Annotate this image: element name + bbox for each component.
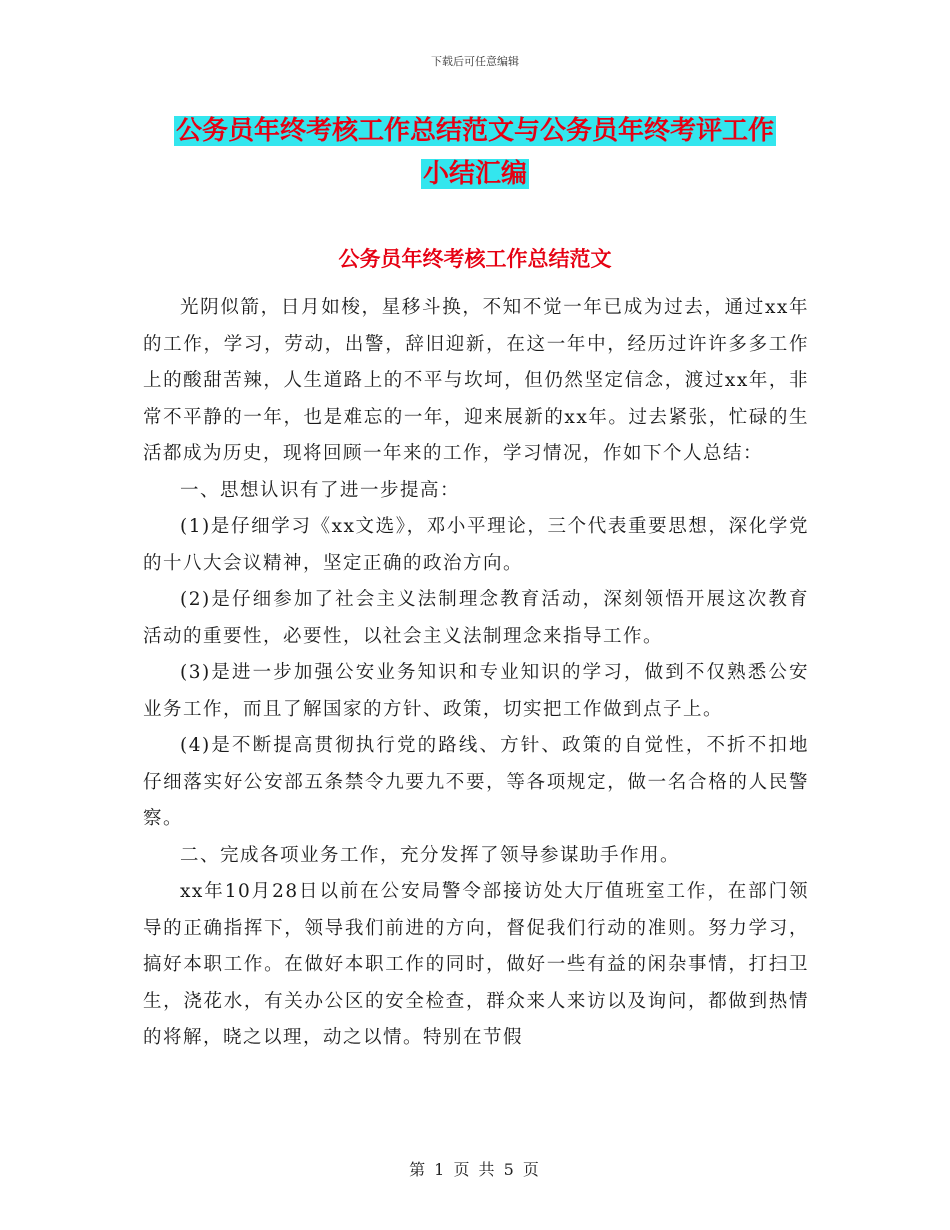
page-number-footer: 第 1 页 共 5 页: [409, 1160, 541, 1179]
body-text: [143, 290, 809, 1057]
document-title: [140, 110, 810, 196]
document-title-line-2: 小结汇编: [422, 159, 527, 189]
paragraph: (4)是不断提高贯彻执行党的路线、方针、政策的自觉性，不折不扣地仔细落实好公安部五条禁令九要九不要，等各项规定，做一名合格的人民警察。: [143, 735, 809, 829]
header-note: 下载后可任意编辑: [431, 55, 519, 68]
section-title: 公务员年终考核工作总结范文: [338, 247, 612, 271]
paragraph: xx年10月28日以前在公安局警令部接访处大厅值班室工作，在部门领导的正确指挥下，领导我们前进的方向，督促我们行动的准则。努力学习，搞好本职工作。在做好本职工作的同时，做好一些有益的闲杂事情，打扫卫生，浇花水，有关办公区的安全检查，群众来人来访以及询问，都做到热情的将解，晓之以理，动之以情。特别在节假: [143, 881, 809, 1048]
paragraph: (3)是进一步加强公安业务知识和专业知识的学习，做到不仅熟悉公安业务工作，而且了解国家的方针、政策，切实把工作做到点子上。: [143, 662, 809, 720]
paragraph: 二、完成各项业务工作，充分发挥了领导参谋助手作用。: [180, 844, 681, 866]
paragraph: (2)是仔细参加了社会主义法制理念教育活动，深刻领悟开展这次教育活动的重要性，必要性，以社会主义法制理念来指导工作。: [143, 589, 809, 647]
document-title-line-1: 公务员年终考核工作总结范文与公务员年终考评工作: [175, 116, 774, 146]
paragraph: 光阴似箭，日月如梭，星移斗换，不知不觉一年已成为过去，通过xx年的工作，学习，劳动，出警，辞旧迎新，在这一年中，经历过许许多多工作上的酸甜苦辣，人生道路上的不平与坎坷，但仍然坚定信念，渡过xx年，非常不平静的一年，也是难忘的一年，迎来展新的xx年。过去紧张，忙碌的生活都成为历史，现将回顾一年来的工作，学习情况，作如下个人总结：: [143, 297, 809, 464]
paragraph: 一、思想认识有了进一步提高：: [180, 479, 461, 501]
paragraph: (1)是仔细学习《xx文选》，邓小平理论，三个代表重要思想，深化学党的十八大会议精神，坚定正确的政治方向。: [143, 516, 809, 574]
